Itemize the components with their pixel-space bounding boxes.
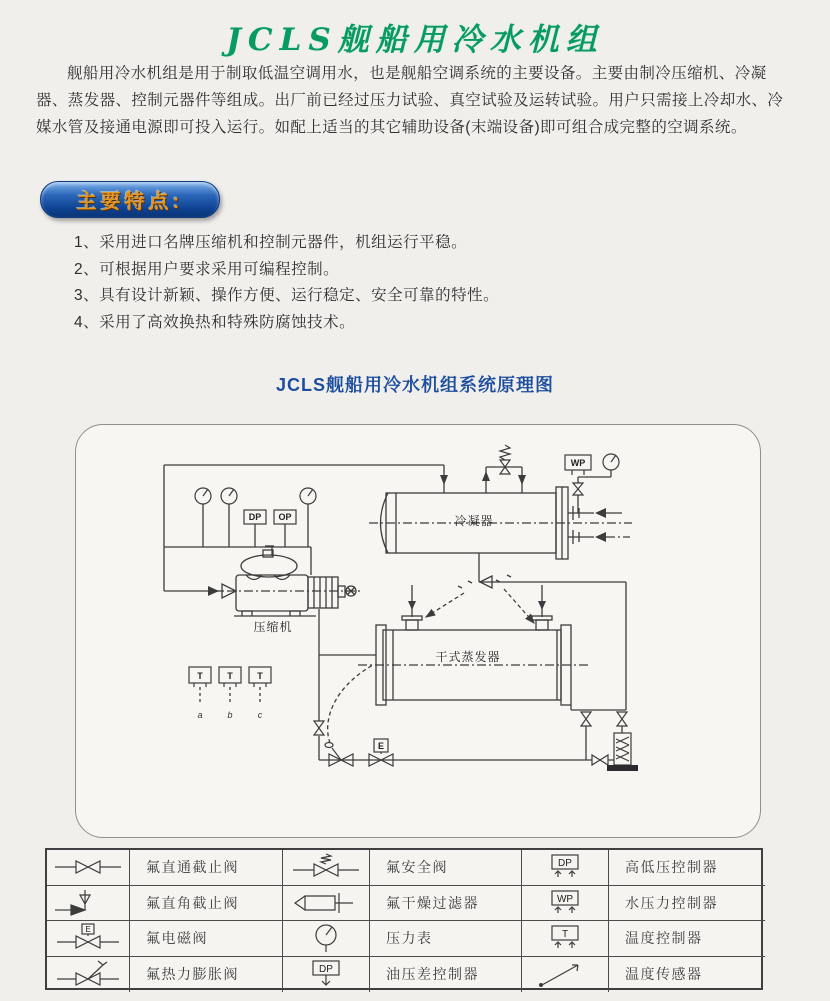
features-banner: [40, 181, 220, 218]
op-label: OP: [278, 512, 292, 522]
features-list: [74, 230, 499, 336]
legend-label: 温度控制器: [609, 921, 765, 957]
feature-item-3: 3、具有设计新颖、操作方便、运行稳定、安全可靠的特性。: [74, 287, 500, 304]
legend-cell: [522, 921, 609, 957]
features-heading: 主要特点:: [76, 191, 184, 213]
suction-stop-valve-icon: [314, 721, 324, 735]
op-controller-box: [274, 510, 296, 524]
legend-label: 氟直角截止阀: [130, 886, 283, 922]
charging-valve-icon: [592, 755, 608, 765]
legend-table: [45, 848, 763, 990]
legend-label: 高低压控制器: [609, 850, 765, 886]
wp-stop-valve-icon: [573, 483, 583, 495]
legend-cell: [47, 921, 130, 957]
dp-label: DP: [248, 512, 262, 522]
safety-valve-icon: [291, 852, 361, 882]
t2-label: T: [227, 671, 233, 681]
legend-label: 水压力控制器: [609, 886, 765, 922]
expansion-valve-icon: [325, 743, 353, 767]
dp-controller-box: [244, 510, 266, 524]
pressure-gauge-icon: [291, 923, 361, 953]
thermal-expansion-valve-icon: [53, 959, 123, 989]
legend-cell: [522, 850, 609, 886]
sensor-point-c: c: [257, 710, 263, 720]
feature-item-2: 2、可根据用户要求采用可编程控制。: [74, 260, 340, 278]
liquid-stop-valves: [581, 712, 627, 726]
wp-label: WP: [570, 458, 586, 468]
t1-label: T: [197, 671, 203, 681]
controller-box-label: DP: [558, 858, 572, 870]
page-title: JCLS舰船用冷水机组: [226, 22, 604, 58]
legend-cell: [283, 957, 370, 993]
legend-label: 氟安全阀: [370, 850, 522, 886]
controller-box-label: DP: [319, 964, 333, 976]
flow-arrows: [208, 471, 606, 610]
compressor-label: 压缩机: [253, 620, 293, 634]
intro-paragraph: 舰船用冷水机组是用于制取低温空调用水，也是舰船空调系统的主要设备。主要由制冷压缩机、冷凝器、蒸发器、控制元器件等组成。出厂前已经过压力试验、真空试验及运转试验。用户只需接上冷却水、冷媒水管及接通电源即可投入运行。如配上适当的其它辅助设备(末端设备)即可组合成完整的空调系统。: [36, 65, 784, 136]
solenoid-valve-icon: [53, 923, 123, 953]
feature-item-4: 4、采用了高效换热和特殊防腐蚀技术。: [74, 313, 356, 331]
t3-label: T: [257, 671, 263, 681]
drier-filter-icon: [291, 888, 361, 918]
water-pressure-controller-icon: [530, 888, 600, 918]
legend-cell: [283, 886, 370, 922]
controller-box-label: WP: [556, 893, 574, 905]
filter-drier-icon: [607, 733, 638, 771]
legend-label: 氟电磁阀: [130, 921, 283, 957]
system-schematic: [76, 425, 760, 835]
high-low-pressure-controller-icon: [530, 852, 600, 882]
sensor-point-b: b: [227, 710, 233, 720]
temperature-controller-icon: [530, 923, 600, 953]
legend-label: 温度传感器: [625, 966, 703, 983]
legend-label: 油压差控制器: [370, 957, 522, 993]
diagram-title: JCLS舰船用冷水机组系统原理图: [275, 375, 554, 395]
angle-stop-valve-icon: [53, 888, 123, 918]
evaporator-vessel: [376, 616, 571, 705]
legend-cell: [47, 850, 130, 886]
compressor-unit: [222, 546, 356, 634]
oil-pressure-diff-controller-icon: [291, 959, 361, 989]
solenoid-box-label: E: [377, 741, 385, 751]
temperature-sensor-icon: [530, 959, 600, 989]
condenser-label: 冷凝器: [454, 514, 494, 528]
legend-cell: [522, 886, 609, 922]
sensor-point-a: a: [197, 710, 203, 720]
solenoid-valve-icon: [369, 739, 393, 766]
legend-label: 氟干燥过滤器: [370, 886, 522, 922]
solenoid-box-label: E: [85, 925, 91, 935]
evaporator-label: 干式蒸发器: [435, 650, 501, 664]
legend-cell: [47, 957, 130, 993]
legend-cell: [47, 886, 130, 922]
feature-item-1: 1、采用进口名牌压缩机和控制元器件，机组运行平稳。: [74, 234, 468, 251]
wp-pressure-gauge-icon: [603, 454, 619, 470]
safety-valve-icon: [500, 445, 510, 474]
legend-label: 压力表: [370, 921, 522, 957]
wp-controller-box: [565, 455, 591, 475]
legend-cell: [283, 921, 370, 957]
pressure-gauges: [195, 488, 316, 504]
legend-cell: [283, 850, 370, 886]
straight-stop-valve-icon: [53, 852, 123, 882]
legend-label: 氟热力膨胀阀: [130, 957, 283, 993]
system-diagram-box: [75, 424, 761, 838]
legend-cell: [522, 957, 609, 993]
controller-box-label: T: [561, 929, 569, 941]
legend-label: 氟直通截止阀: [130, 850, 283, 886]
